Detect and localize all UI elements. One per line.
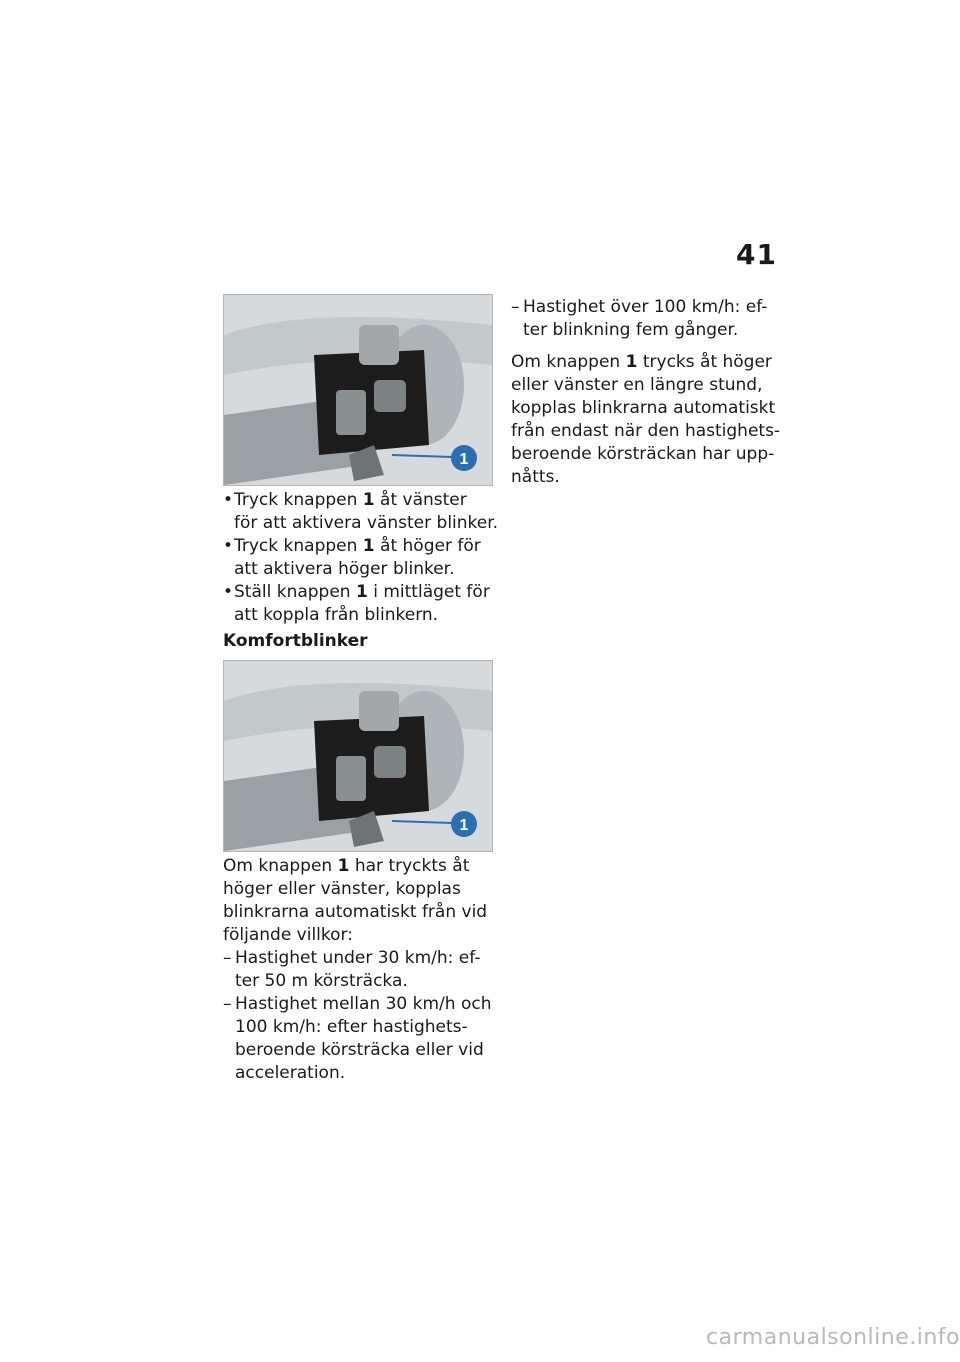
condition-list — [511, 296, 786, 342]
comfort-intro — [223, 855, 503, 1085]
list-item: – Hastighet över 100 km/h: ef- ter blinkning fem gånger. — [511, 297, 768, 340]
handlebar-switch-figure-1 — [223, 294, 493, 486]
dash-icon: – — [511, 297, 520, 317]
condition-list — [223, 947, 503, 1085]
section-heading: Komfortblinker — [223, 631, 368, 651]
right-column — [511, 296, 786, 489]
list-item: • Tryck knappen 1 åt vänster för att aktivera vänster blinker. — [223, 490, 499, 533]
list-item: • Tryck knappen 1 åt höger för att aktivera höger blinker. — [223, 536, 481, 579]
handlebar-switch-illustration — [224, 295, 492, 485]
page-number: 41 — [736, 238, 777, 271]
watermark: carmanualsonline.info — [706, 1325, 960, 1350]
bullet-icon: • — [223, 536, 234, 556]
bullet-icon: • — [223, 490, 234, 510]
dash-icon: – — [223, 994, 232, 1014]
paragraph: Om knappen 1 har tryckts åt höger eller vänster, kopplas blinkrarna automatiskt från vid följande villkor: — [223, 856, 488, 945]
handlebar-switch-illustration — [224, 661, 492, 851]
callout-label: 1 — [459, 817, 469, 834]
handlebar-switch-figure-2 — [223, 660, 493, 852]
list-item: – Hastighet mellan 30 km/h och 100 km/h: efter hastighets- beroende körsträcka eller vid acceleration. — [223, 994, 492, 1083]
callout-label: 1 — [459, 451, 469, 468]
paragraph: Om knappen 1 trycks åt höger eller vänster en längre stund, kopplas blinkrarna automatiskt från endast när den hastighets- beroende körsträckan har upp- nåtts. — [511, 352, 781, 487]
list-item: • Ställ knappen 1 i mittläget för att koppla från blinkern. — [223, 582, 490, 625]
action-list — [223, 489, 503, 627]
dash-icon: – — [223, 948, 232, 968]
list-item: – Hastighet under 30 km/h: ef- ter 50 m körsträcka. — [223, 948, 481, 991]
bullet-icon: • — [223, 582, 234, 602]
